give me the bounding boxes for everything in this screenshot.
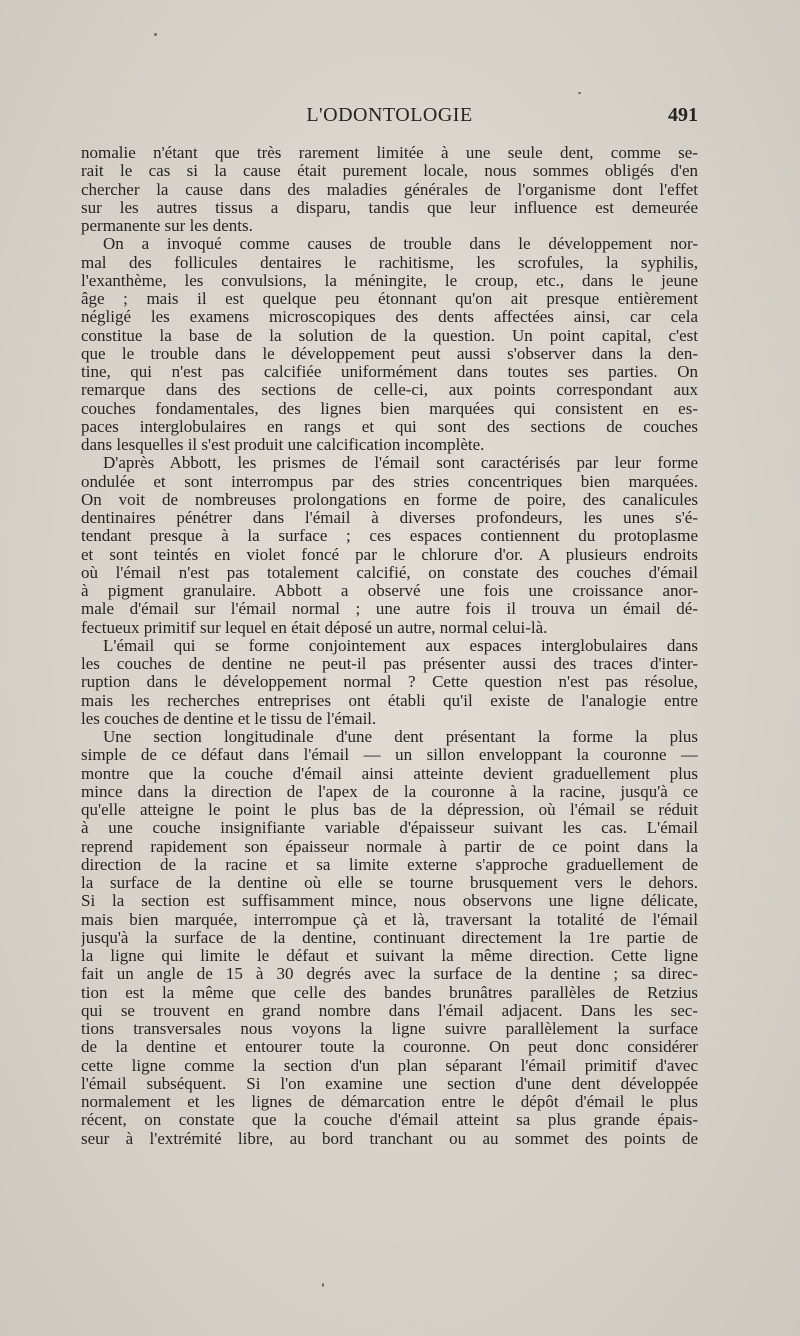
text-line: rait le cas si la cause était purement locale, nous sommes obligés d'en	[81, 162, 698, 181]
text-line: Une section longitudinale d'une dent présentant la forme la plus	[103, 728, 698, 746]
paper-speck	[154, 33, 157, 36]
text-line: couches fondamentales, des lignes bien marquées qui consistent en es-	[81, 399, 698, 418]
text-line: fait un angle de 15 à 30 degrés avec la surface de la dentine ; sa direc-	[81, 965, 698, 984]
text-line: mal des follicules dentaires le rachitisme, les scrofules, la syphilis,	[81, 253, 698, 272]
text-line: sur les autres tissus a disparu, tandis que leur influence est demeurée	[81, 198, 698, 217]
text-line: les couches de dentine ne peut-il pas présenter aussi des traces d'inter-	[81, 655, 698, 673]
text-line: mince dans la direction de l'apex de la couronne à la racine, jusqu'à ce	[81, 782, 698, 801]
text-line: male d'émail sur l'émail normal ; une autre fois il trouva un émail dé-	[81, 600, 698, 619]
text-line: montre que la couche d'émail ainsi atteinte devient graduellement plus	[81, 764, 698, 783]
text-line: direction de la racine et sa limite externe s'approche graduellement de	[81, 855, 698, 874]
text-line: Si la section est suffisamment mince, nous observons une ligne délicate,	[81, 892, 698, 911]
paper-speck	[322, 1283, 324, 1287]
text-line: les couches de dentine et le tissu de l'émail.	[81, 709, 377, 728]
text-line: L'émail qui se forme conjointement aux espaces interglobulaires dans	[103, 636, 698, 655]
body-text	[81, 144, 698, 1148]
text-line: constitue la base de la solution de la question. Un point capital, c'est	[81, 326, 698, 345]
text-line: à pigment granulaire. Abbott a observé une fois une croissance anor-	[81, 582, 698, 600]
text-line: mais les recherches entreprises ont établi qu'il existe de l'analogie entre	[81, 691, 698, 710]
text-line: tendant presque à la surface ; ces espaces contiennent du protoplasme	[81, 527, 698, 546]
text-line: dentinaires pénétrer dans l'émail à diverses profondeurs, les unes s'é-	[81, 509, 698, 527]
running-title: L'ODONTOLOGIE	[306, 104, 473, 126]
text-line: jusqu'à la surface de la dentine, continuant directement la 1re partie de	[81, 928, 698, 947]
text-line: tine, qui n'est pas calcifiée uniformément dans toutes ses parties. On	[81, 363, 698, 381]
text-line: dans lesquelles il s'est produit une calcification incomplète.	[81, 436, 485, 454]
text-line: la surface de la dentine où elle se tourne brusquement vers le dehors.	[81, 874, 698, 892]
text-line: mais bien marquée, interrompue çà et là, traversant la totalité de l'émail	[81, 910, 698, 929]
text-line: ondulée et sont interrompus par des stries concentriques bien marquées.	[81, 472, 698, 491]
paper-speck	[578, 92, 581, 94]
text-line: normalement et les lignes de démarcation entre le dépôt d'émail le plus	[81, 1093, 698, 1111]
text-line: qu'elle atteigne le point le plus bas de la dépression, où l'émail se réduit	[81, 801, 698, 819]
text-line: qui se trouvent en grand nombre dans l'émail adjacent. Dans les sec-	[81, 1001, 698, 1020]
text-line: l'émail subséquent. Si l'on examine une section d'une dent développée	[81, 1074, 698, 1093]
text-line: ruption dans le développement normal ? Cette question n'est pas résolue,	[81, 673, 698, 692]
text-line: simple de ce défaut dans l'émail — un sillon enveloppant la couronne —	[81, 746, 698, 765]
text-line: la ligne qui limite le défaut et suivant la même direction. Cette ligne	[81, 947, 698, 965]
text-line: où l'émail n'est pas totalement calcifié, on constate des couches d'émail	[81, 563, 698, 582]
text-line: D'après Abbott, les prismes de l'émail sont caractérisés par leur forme	[103, 454, 698, 473]
text-line: cette ligne comme la section d'un plan séparant l'émail primitif d'avec	[81, 1056, 698, 1075]
text-line: tions transversales nous voyons la ligne suivre parallèlement la surface	[81, 1020, 698, 1038]
text-line: fectueux primitif sur lequel en était déposé un autre, normal celui-là.	[81, 618, 548, 637]
text-line: tion est la même que celle des bandes brunâtres parallèles de Retzius	[81, 983, 698, 1002]
text-line: que le trouble dans le développement peut aussi s'observer dans la den-	[81, 344, 698, 363]
text-line: récent, on constate que la couche d'émail atteint sa plus grande épais-	[81, 1111, 698, 1130]
text-line: de la dentine et entourer toute la couronne. On peut donc considérer	[81, 1038, 698, 1057]
text-line: On voit de nombreuses prolongations en forme de poire, des canalicules	[81, 490, 698, 509]
text-line: On a invoqué comme causes de trouble dans le développement nor-	[103, 235, 698, 254]
text-line: seur à l'extrémité libre, au bord tranchant ou au sommet des points de	[81, 1129, 698, 1148]
text-line: paces interglobulaires en rangs et qui sont des sections de couches	[81, 417, 698, 436]
text-line: négligé les examens microscopiques des dents affectées ainsi, car cela	[81, 308, 698, 327]
text-line: âge ; mais il est quelque peu étonnant qu'on ait presque entièrement	[81, 290, 698, 308]
text-line: et sont teintés en violet foncé par le chlorure d'or. A plusieurs endroits	[81, 545, 698, 564]
text-line: l'exanthème, les convulsions, la méningite, le croup, etc., dans le jeune	[81, 271, 698, 290]
text-line: nomalie n'étant que très rarement limitée à une seule dent, comme se-	[81, 144, 698, 162]
text-line: reprend rapidement son épaisseur normale à partir de ce point dans la	[81, 837, 698, 856]
text-line: permanente sur les dents.	[81, 217, 253, 235]
text-line: remarque dans des sections de celle-ci, aux points correspondant aux	[81, 381, 698, 400]
page-header	[81, 104, 698, 134]
text-line: chercher la cause dans des maladies générales de l'organisme dont l'effet	[81, 180, 698, 199]
text-line: à une couche insignifiante variable d'épaisseur suivant les cas. L'émail	[81, 819, 698, 838]
page-number: 491	[668, 104, 698, 126]
